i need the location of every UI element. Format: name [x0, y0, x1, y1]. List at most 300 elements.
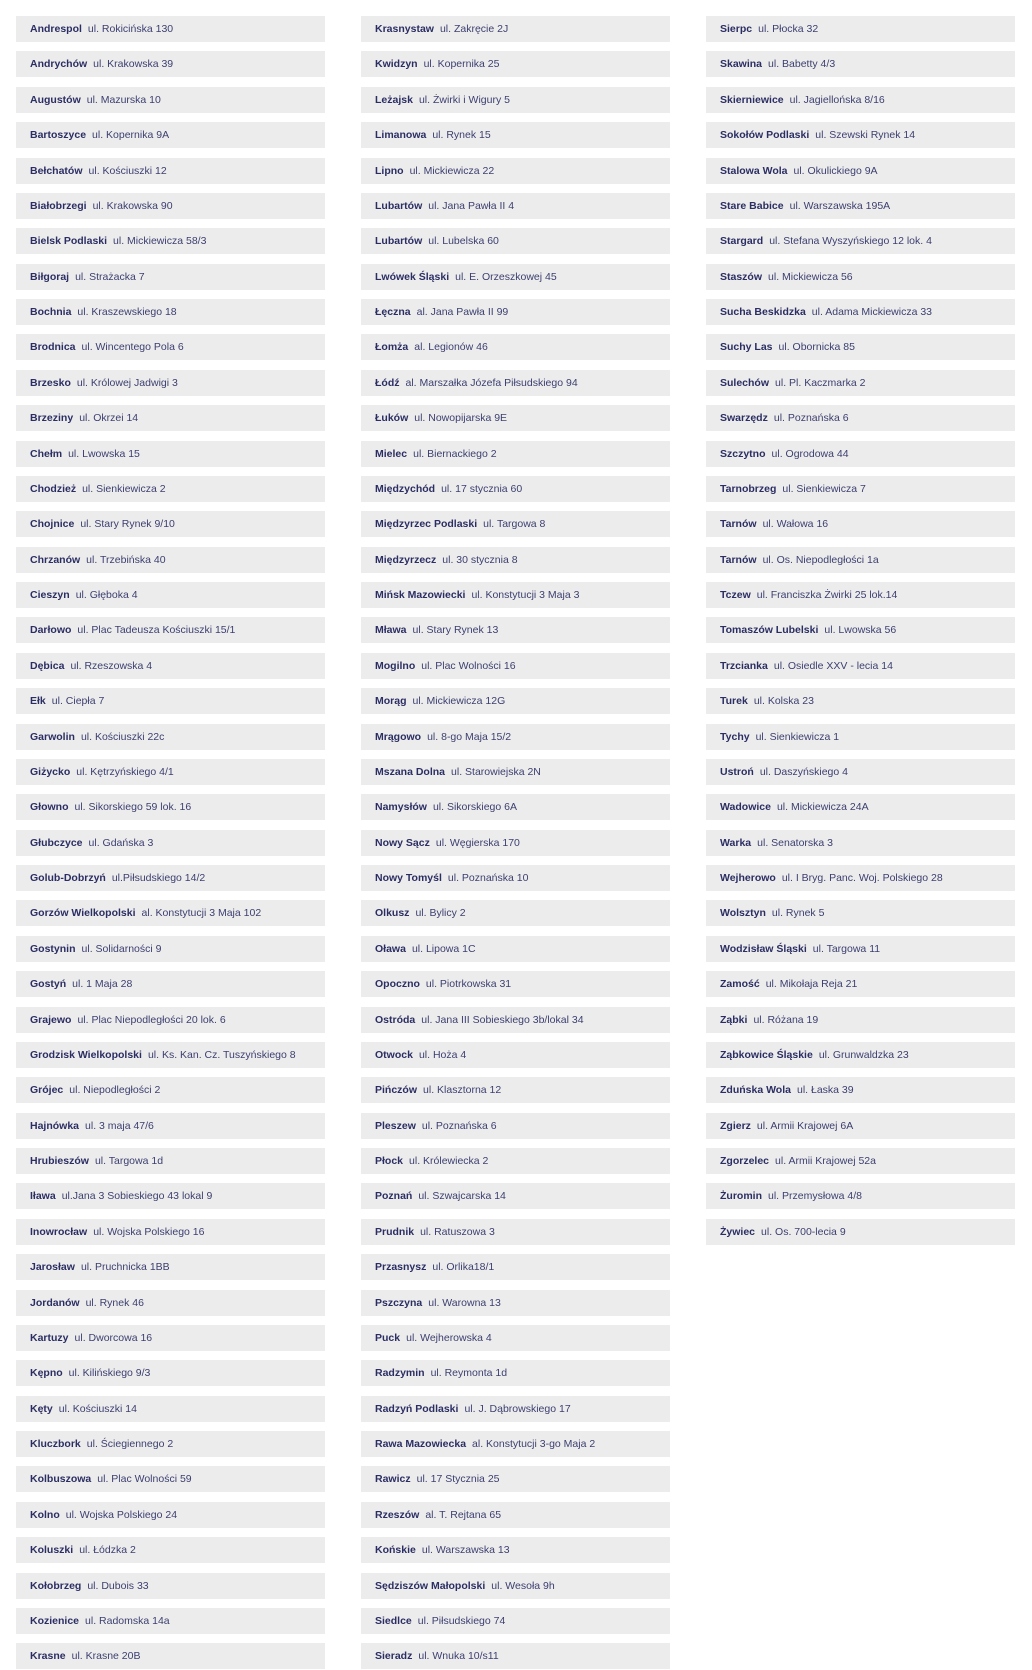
- store-location-row: [361, 688, 670, 714]
- store-city: Opoczno: [375, 978, 420, 991]
- store-city: Suchy Las: [720, 341, 773, 354]
- store-city: Hrubieszów: [30, 1155, 89, 1167]
- store-address: ul. Mazurska 10: [86, 93, 161, 106]
- store-address: ul. Targowa 1d: [94, 1155, 164, 1167]
- store-address: ul. Rynek 5: [771, 907, 825, 920]
- store-city: Ustroń: [720, 765, 754, 778]
- store-city: Giżycko: [30, 765, 71, 778]
- store-address: ul. Dworcowa 16: [74, 1331, 153, 1344]
- store-location-row: [361, 1466, 670, 1492]
- store-location-row: [361, 405, 670, 431]
- store-location-row: [361, 158, 670, 184]
- store-city: Andrychów: [30, 58, 88, 71]
- store-location-row: [16, 476, 325, 502]
- store-city: Skawina: [720, 58, 763, 71]
- store-city: Kolbuszowa: [30, 1473, 92, 1486]
- store-city: Prudnik: [375, 1225, 415, 1238]
- store-address: ul. Wnuka 10/s11: [418, 1650, 499, 1663]
- store-location-row: [16, 759, 325, 785]
- store-city: Gorzów Wielkopolski: [30, 907, 136, 920]
- store-address: ul. Plac Wolności 16: [421, 659, 516, 672]
- store-city: Łomża: [375, 341, 409, 354]
- store-city: Lubartów: [375, 199, 423, 212]
- store-location-row: [361, 122, 670, 148]
- store-address: ul. Kopernika 25: [423, 58, 500, 71]
- store-location-row: [706, 936, 1015, 962]
- store-location-row: [16, 1325, 325, 1351]
- store-address: ul. Królowej Jadwigi 3: [76, 376, 178, 389]
- store-location-row: [16, 936, 325, 962]
- store-address: ul. Warszawska 195A: [789, 199, 891, 212]
- store-location-row: [361, 1290, 670, 1316]
- store-address: ul. Ogrodowa 44: [771, 447, 849, 460]
- store-city: Łódź: [375, 376, 400, 389]
- store-location-row: [361, 1502, 670, 1528]
- store-location-row: [706, 900, 1015, 926]
- store-city: Limanowa: [375, 129, 427, 142]
- store-location-row: [16, 1007, 325, 1033]
- store-address: ul. Pruchnicka 1BB: [80, 1261, 170, 1274]
- store-city: Mogilno: [375, 659, 416, 672]
- store-city: Lubartów: [375, 235, 423, 248]
- store-address: ul. Ciepła 7: [51, 695, 105, 708]
- store-address: ul. Biernackiego 2: [413, 447, 497, 460]
- store-city: Łęczna: [375, 306, 411, 318]
- store-address: ul. Plac Tadeusza Kościuszki 15/1: [77, 624, 236, 637]
- store-list-column-1: [16, 16, 325, 1669]
- store-city: Zduńska Wola: [720, 1084, 791, 1097]
- store-location-row: [361, 1431, 670, 1457]
- store-location-row: [706, 1219, 1015, 1245]
- store-location-row: [361, 1396, 670, 1422]
- store-address: ul. Różana 19: [753, 1013, 819, 1026]
- store-location-row: [361, 1537, 670, 1563]
- store-city: Staszów: [720, 270, 763, 283]
- store-city: Garwolin: [30, 730, 75, 743]
- store-city: Tarnobrzeg: [720, 482, 777, 495]
- store-city: Sulechów: [720, 376, 770, 389]
- store-city: Chełm: [30, 447, 63, 460]
- store-city: Brzeziny: [30, 412, 74, 425]
- store-city: Jarosław: [30, 1261, 75, 1274]
- store-city: Otwock: [375, 1048, 413, 1061]
- store-address: ul. Krasne 20B: [71, 1650, 141, 1663]
- store-city: Lwówek Śląski: [375, 270, 450, 283]
- store-address: ul. Mickiewicza 22: [409, 164, 495, 177]
- store-city: Bielsk Podlaski: [30, 235, 108, 248]
- store-city: Rawa Mazowiecka: [375, 1438, 467, 1450]
- store-location-row: [706, 405, 1015, 431]
- store-location-row: [16, 1360, 325, 1386]
- store-address: ul. Solidarności 9: [81, 942, 162, 955]
- store-address: al. Marszałka Józefa Piłsudskiego 94: [405, 376, 578, 389]
- store-location-row: [16, 87, 325, 113]
- store-address: ul. Łaska 39: [796, 1084, 854, 1097]
- store-location-row: [16, 582, 325, 608]
- store-location-row: [16, 617, 325, 643]
- store-location-row: [706, 511, 1015, 537]
- store-address: ul. 17 Stycznia 25: [416, 1473, 500, 1486]
- store-location-row: [706, 16, 1015, 42]
- store-city: Wadowice: [720, 801, 771, 814]
- store-location-row: [16, 724, 325, 750]
- store-location-row: [16, 1502, 325, 1528]
- store-city: Głubczyce: [30, 836, 83, 849]
- store-address: ul. Poznańska 6: [421, 1119, 497, 1132]
- store-address: ul. Armii Krajowej 52a: [775, 1155, 876, 1167]
- store-address: ul. Starowiejska 2N: [451, 765, 541, 778]
- store-city: Żywiec: [720, 1225, 756, 1238]
- store-city: Gostyń: [30, 978, 67, 991]
- store-location-row: [16, 830, 325, 856]
- store-city: Chojnice: [30, 518, 75, 531]
- store-address: ul. J. Dąbrowskiego 17: [464, 1402, 571, 1415]
- store-city: Sokołów Podlaski: [720, 129, 810, 142]
- store-location-row: [16, 1537, 325, 1563]
- store-city: Mrągowo: [375, 730, 422, 743]
- store-location-row: [361, 51, 670, 77]
- store-city: Mława: [375, 624, 407, 637]
- store-address: ul. Kętrzyńskiego 4/1: [76, 765, 174, 778]
- store-city: Lipno: [375, 164, 404, 177]
- store-city: Radzyń Podlaski: [375, 1402, 459, 1415]
- store-address: ul. Warowna 13: [428, 1296, 501, 1309]
- store-address: ul. 8-go Maja 15/2: [427, 730, 512, 743]
- store-city: Grójec: [30, 1084, 64, 1097]
- store-address: ul. E. Orzeszkowej 45: [455, 270, 557, 283]
- store-address: ul. Mikołaja Reja 21: [765, 978, 858, 991]
- store-location-row: [361, 617, 670, 643]
- store-address: ul. Senatorska 3: [757, 836, 834, 849]
- store-city: Darłowo: [30, 624, 72, 637]
- store-city: Leżajsk: [375, 93, 413, 106]
- store-city: Przasnysz: [375, 1261, 427, 1274]
- store-address: ul. Piłsudskiego 74: [417, 1614, 506, 1627]
- store-location-row: [16, 511, 325, 537]
- store-city: Ełk: [30, 695, 46, 708]
- store-city: Brodnica: [30, 341, 76, 354]
- store-address: ul. Sienkiewicza 1: [755, 730, 840, 743]
- store-city: Warka: [720, 836, 752, 849]
- store-location-row: [361, 1148, 670, 1174]
- store-address: ul. 30 stycznia 8: [442, 553, 518, 566]
- store-address: ul. Nowopijarska 9E: [414, 412, 508, 425]
- store-address: ul. Mickiewicza 56: [768, 270, 853, 283]
- store-city: Siedlce: [375, 1614, 412, 1627]
- store-location-row: [16, 158, 325, 184]
- store-address: ul. Płocka 32: [758, 23, 819, 35]
- store-location-row: [361, 653, 670, 679]
- store-location-row: [361, 1042, 670, 1068]
- store-location-row: [361, 794, 670, 820]
- store-address: ul. Hoża 4: [418, 1048, 467, 1061]
- store-city: Morąg: [375, 695, 407, 708]
- store-city: Oława: [375, 942, 406, 955]
- store-city: Wejherowo: [720, 872, 776, 884]
- store-location-row: [706, 228, 1015, 254]
- store-address: ul. Kolska 23: [753, 695, 814, 708]
- store-address: ul. Wincentego Pola 6: [81, 341, 184, 354]
- store-location-row: [16, 264, 325, 290]
- store-address: ul. Sienkiewicza 7: [782, 482, 866, 495]
- store-location-row: [706, 547, 1015, 573]
- store-location-row: [16, 1466, 325, 1492]
- store-city: Wodzisław Śląski: [720, 942, 807, 955]
- store-location-row: [361, 193, 670, 219]
- store-city: Bartoszyce: [30, 129, 87, 142]
- store-city: Zamość: [720, 978, 760, 991]
- store-city: Szczytno: [720, 447, 766, 460]
- store-location-row: [16, 193, 325, 219]
- store-address: ul. Kilińskiego 9/3: [68, 1367, 151, 1380]
- store-location-row: [16, 441, 325, 467]
- store-city: Hajnówka: [30, 1119, 80, 1132]
- store-location-row: [706, 334, 1015, 360]
- store-city: Dębica: [30, 659, 65, 672]
- store-location-row: [16, 122, 325, 148]
- store-address: ul. Franciszka Żwirki 25 lok.14: [756, 589, 898, 601]
- store-city: Grajewo: [30, 1013, 72, 1026]
- store-location-row: [706, 830, 1015, 856]
- store-location-row: [16, 971, 325, 997]
- store-address: ul. Kościuszki 12: [88, 164, 167, 177]
- store-address: ul.Piłsudskiego 14/2: [111, 872, 206, 884]
- store-city: Kozienice: [30, 1614, 80, 1627]
- store-city: Turek: [720, 695, 748, 708]
- store-city: Białobrzegi: [30, 199, 87, 212]
- store-address: ul. Piotrkowska 31: [425, 978, 512, 991]
- store-city: Kęty: [30, 1402, 53, 1415]
- store-address: ul. Ściegiennego 2: [86, 1438, 174, 1450]
- store-city: Jordanów: [30, 1296, 80, 1309]
- store-address: ul. Reymonta 1d: [430, 1367, 508, 1380]
- store-address: ul. Targowa 8: [483, 518, 546, 531]
- store-address: ul. I Bryg. Panc. Woj. Polskiego 28: [781, 872, 943, 884]
- store-location-row: [361, 1077, 670, 1103]
- store-city: Grodzisk Wielkopolski: [30, 1048, 142, 1061]
- store-address: al. Konstytucji 3-go Maja 2: [472, 1438, 596, 1450]
- store-location-row: [361, 334, 670, 360]
- store-location-row: [706, 193, 1015, 219]
- store-city: Sierpc: [720, 23, 753, 35]
- store-city: Andrespol: [30, 23, 82, 35]
- store-address: ul. Ks. Kan. Cz. Tuszyńskiego 8: [147, 1048, 296, 1061]
- store-location-row: [16, 900, 325, 926]
- store-location-row: [16, 653, 325, 679]
- store-location-row: [706, 971, 1015, 997]
- store-address: ul. Mickiewicza 12G: [412, 695, 506, 708]
- store-address: ul. Rynek 46: [85, 1296, 144, 1309]
- store-city: Żuromin: [720, 1190, 762, 1203]
- store-city: Łuków: [375, 412, 409, 425]
- store-city: Chrzanów: [30, 553, 81, 566]
- store-address: al. Legionów 46: [414, 341, 488, 354]
- store-city: Krasne: [30, 1650, 66, 1663]
- store-location-row: [706, 370, 1015, 396]
- store-city: Sędziszów Małopolski: [375, 1579, 486, 1592]
- store-address: ul. Warszawska 13: [421, 1544, 510, 1557]
- store-address: ul. Sikorskiego 6A: [432, 801, 517, 814]
- store-city: Tychy: [720, 730, 750, 743]
- store-location-row: [706, 794, 1015, 820]
- store-location-row: [361, 971, 670, 997]
- store-address: ul. Os. 700-lecia 9: [761, 1225, 846, 1238]
- store-location-row: [16, 1042, 325, 1068]
- store-city: Pleszew: [375, 1119, 416, 1132]
- store-location-row: [706, 724, 1015, 750]
- store-location-row: [706, 264, 1015, 290]
- store-location-row: [16, 1077, 325, 1103]
- store-city: Nowy Tomyśl: [375, 872, 442, 884]
- store-location-row: [16, 688, 325, 714]
- store-city: Kolno: [30, 1508, 60, 1521]
- store-address: ul. Jana Pawła II 4: [428, 199, 515, 212]
- store-city: Biłgoraj: [30, 270, 70, 283]
- store-city: Pińczów: [375, 1084, 418, 1097]
- store-location-row: [706, 299, 1015, 325]
- store-location-row: [16, 1219, 325, 1245]
- store-address: ul. Kopernika 9A: [92, 129, 170, 142]
- store-city: Augustów: [30, 93, 81, 106]
- store-list-column-3: [706, 16, 1015, 1245]
- store-city: Golub-Dobrzyń: [30, 872, 106, 884]
- store-city: Sucha Beskidzka: [720, 306, 806, 318]
- store-city: Stalowa Wola: [720, 164, 788, 177]
- store-city: Zgierz: [720, 1119, 751, 1132]
- store-location-row: [16, 1608, 325, 1634]
- store-address: ul. Lubelska 60: [428, 235, 499, 248]
- store-location-row: [361, 370, 670, 396]
- store-address: ul. Stefana Wyszyńskiego 12 lok. 4: [769, 235, 932, 248]
- store-address: ul.Jana 3 Sobieskiego 43 lokal 9: [61, 1190, 213, 1203]
- store-location-row: [16, 1643, 325, 1669]
- store-location-row: [706, 1007, 1015, 1033]
- store-address: ul. Żwirki i Wigury 5: [418, 93, 510, 106]
- store-location-row: [16, 1113, 325, 1139]
- store-city: Płock: [375, 1155, 404, 1167]
- store-location-row: [16, 334, 325, 360]
- store-location-row: [361, 1643, 670, 1669]
- store-city: Brzesko: [30, 376, 71, 389]
- store-location-row: [361, 1183, 670, 1209]
- store-location-row: [361, 1608, 670, 1634]
- store-location-row: [361, 900, 670, 926]
- store-city: Mszana Dolna: [375, 765, 446, 778]
- store-city: Krasnystaw: [375, 23, 434, 35]
- store-location-row: [706, 1148, 1015, 1174]
- store-city: Skierniewice: [720, 93, 784, 106]
- store-address: ul. Przemysłowa 4/8: [768, 1190, 862, 1203]
- store-location-row: [706, 617, 1015, 643]
- store-address: ul. Daszyńskiego 4: [759, 765, 848, 778]
- store-city: Radzymin: [375, 1367, 425, 1380]
- store-address: al. Konstytucji 3 Maja 102: [141, 907, 262, 920]
- store-city: Stare Babice: [720, 199, 784, 212]
- store-location-row: [361, 511, 670, 537]
- store-address: ul. Wałowa 16: [762, 518, 829, 531]
- store-city: Stargard: [720, 235, 764, 248]
- store-location-row: [361, 1113, 670, 1139]
- store-address: ul. Niepodległości 2: [69, 1084, 161, 1097]
- store-address: ul. Głęboka 4: [75, 589, 138, 601]
- store-address: ul. Szewski Rynek 14: [815, 129, 916, 142]
- store-address: ul. Okrzei 14: [79, 412, 139, 425]
- store-address: ul. Plac Niepodległości 20 lok. 6: [77, 1013, 226, 1026]
- store-city: Międzychód: [375, 482, 436, 495]
- store-address: ul. Poznańska 10: [447, 872, 529, 884]
- store-city: Namysłów: [375, 801, 427, 814]
- store-city: Tomaszów Lubelski: [720, 624, 819, 637]
- store-address: ul. Szwajcarska 14: [418, 1190, 506, 1203]
- store-location-row: [361, 582, 670, 608]
- store-city: Swarzędz: [720, 412, 768, 425]
- store-city: Tczew: [720, 589, 751, 601]
- store-location-row: [361, 441, 670, 467]
- store-address: ul. Rzeszowska 4: [70, 659, 153, 672]
- store-address: ul. Kościuszki 14: [58, 1402, 137, 1415]
- store-location-row: [361, 264, 670, 290]
- store-address: ul. Armii Krajowej 6A: [756, 1119, 854, 1132]
- store-location-row: [16, 1573, 325, 1599]
- store-address: ul. Sienkiewicza 2: [82, 482, 166, 495]
- store-location-row: [16, 1290, 325, 1316]
- store-location-row: [16, 51, 325, 77]
- store-city: Trzcianka: [720, 659, 768, 672]
- store-address: ul. 3 maja 47/6: [85, 1119, 154, 1132]
- store-location-row: [361, 830, 670, 856]
- store-address: ul. Grunwaldzka 23: [818, 1048, 909, 1061]
- store-address: ul. Królewiecka 2: [409, 1155, 489, 1167]
- store-location-row: [706, 476, 1015, 502]
- store-location-row: [706, 441, 1015, 467]
- store-location-row: [16, 1396, 325, 1422]
- store-location-row: [706, 1183, 1015, 1209]
- store-city: Rzeszów: [375, 1508, 420, 1521]
- store-city: Zgorzelec: [720, 1155, 770, 1167]
- store-address: ul. Łódzka 2: [79, 1544, 136, 1557]
- store-location-row: [706, 865, 1015, 891]
- store-location-row: [706, 759, 1015, 785]
- store-location-row: [361, 16, 670, 42]
- store-city: Cieszyn: [30, 589, 70, 601]
- store-location-row: [16, 547, 325, 573]
- store-city: Wolsztyn: [720, 907, 766, 920]
- store-address: ul. Obornicka 85: [778, 341, 855, 354]
- store-address: ul. Krakowska 39: [93, 58, 174, 71]
- store-city: Kępno: [30, 1367, 63, 1380]
- store-address: al. T. Rejtana 65: [425, 1508, 502, 1521]
- store-address: ul. Konstytucji 3 Maja 3: [471, 589, 580, 601]
- store-location-row: [361, 865, 670, 891]
- store-location-row: [361, 228, 670, 254]
- store-location-row: [16, 1148, 325, 1174]
- store-location-row: [361, 1360, 670, 1386]
- store-location-row: [706, 582, 1015, 608]
- store-address: ul. Kraszewskiego 18: [77, 306, 177, 318]
- store-city: Tarnów: [720, 518, 757, 531]
- store-address: ul. Jana III Sobieskiego 3b/lokal 34: [421, 1013, 584, 1026]
- store-address: ul. Bylicy 2: [415, 907, 466, 920]
- store-location-row: [706, 1113, 1015, 1139]
- store-address: ul. Węgierska 170: [435, 836, 520, 849]
- store-location-row: [16, 1254, 325, 1280]
- store-address: ul. Orlika18/1: [432, 1261, 495, 1274]
- store-city: Końskie: [375, 1544, 416, 1557]
- store-location-row: [361, 547, 670, 573]
- store-city: Nowy Sącz: [375, 836, 430, 849]
- store-location-row: [16, 370, 325, 396]
- store-address: ul. Rokicińska 130: [87, 23, 174, 35]
